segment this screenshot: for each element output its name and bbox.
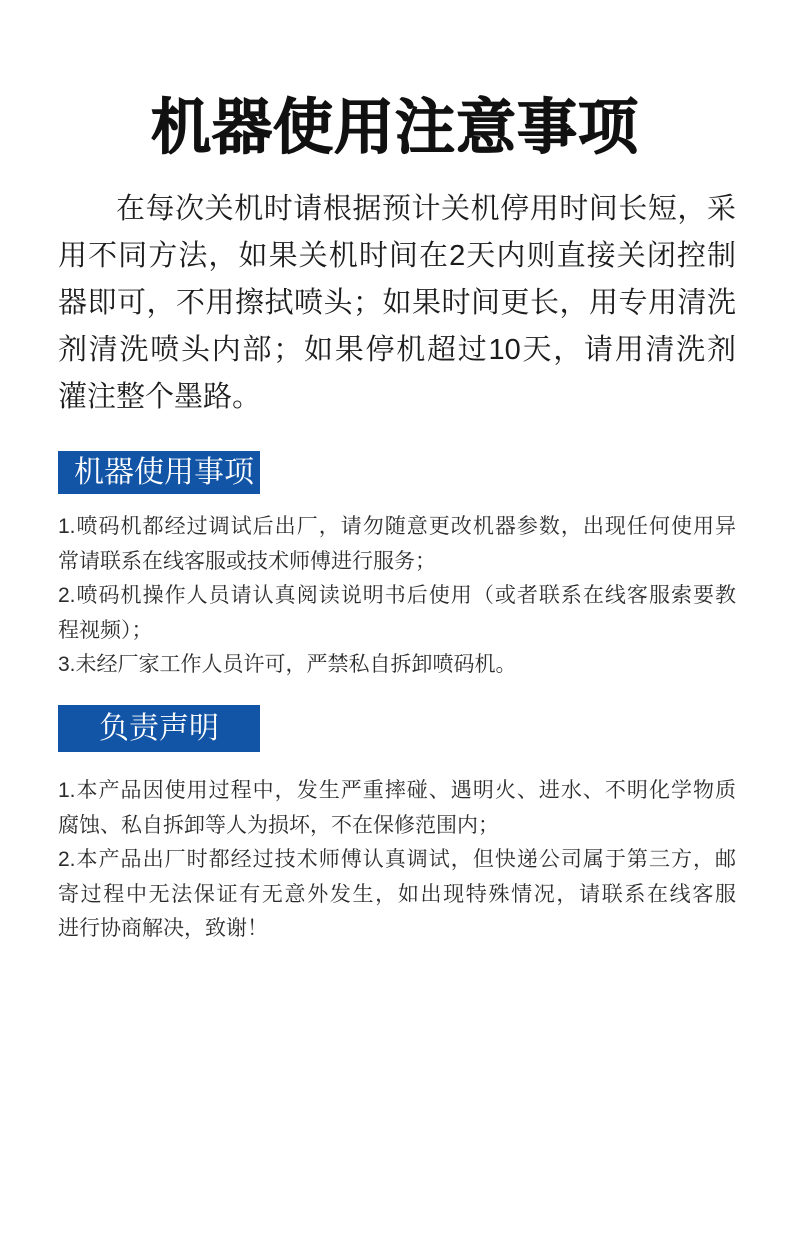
list-item [58,843,736,947]
section-banner-disclaimer: 负责声明 [58,705,260,752]
intro-line: 剂清洗喷头内部；如果停机超过10天，请用清洗剂 [58,334,736,366]
intro-line: 灌注整个墨路。 [58,381,262,413]
list-item [58,579,736,648]
page-title: 机器使用注意事项 [151,94,639,161]
list-item-line: 寄过程中无法保证有无意外发生，如出现特殊情况，请联系在线客服 [58,882,736,906]
list-item-line: 2.本产品出厂时都经过技术师傅认真调试，但快递公司属于第三方，邮 [58,848,736,871]
list-item-line: 进行协商解决，致谢！ [58,917,268,940]
list-item [58,774,736,843]
list-item-line: 1.喷码机都经过调试后出厂，请勿随意更改机器参数，出现任何使用异 [58,515,736,538]
list-item-line: 2.喷码机操作人员请认真阅读说明书后使用（或者联系在线客服索要教 [58,584,736,607]
list-item-line: 3.未经厂家工作人员许可，严禁私自拆卸喷码机。 [58,653,517,676]
list-item [58,510,736,579]
list-item-line: 程视频）； [58,618,153,642]
intro-paragraph [58,186,736,421]
list-item [58,648,736,683]
list-item-line: 腐蚀、私自拆卸等人为损坏，不在保修范围内； [58,813,499,837]
intro-line: 用不同方法，如果关机时间在2天内则直接关闭控制 [58,240,736,272]
disclaimer-list [58,774,736,947]
list-item-line: 1.本产品因使用过程中，发生严重摔碰、遇明火、进水、不明化学物质 [58,779,736,802]
section-banner-usage: 机器使用事项 [58,451,260,494]
usage-list [58,510,736,683]
intro-line: 在每次关机时请根据预计关机停用时间长短，采 [116,193,736,225]
list-item-line: 常请联系在线客服或技术师傅进行服务； [58,549,436,573]
intro-line: 器即可，不用擦拭喷头；如果时间更长，用专用清洗 [58,287,736,319]
